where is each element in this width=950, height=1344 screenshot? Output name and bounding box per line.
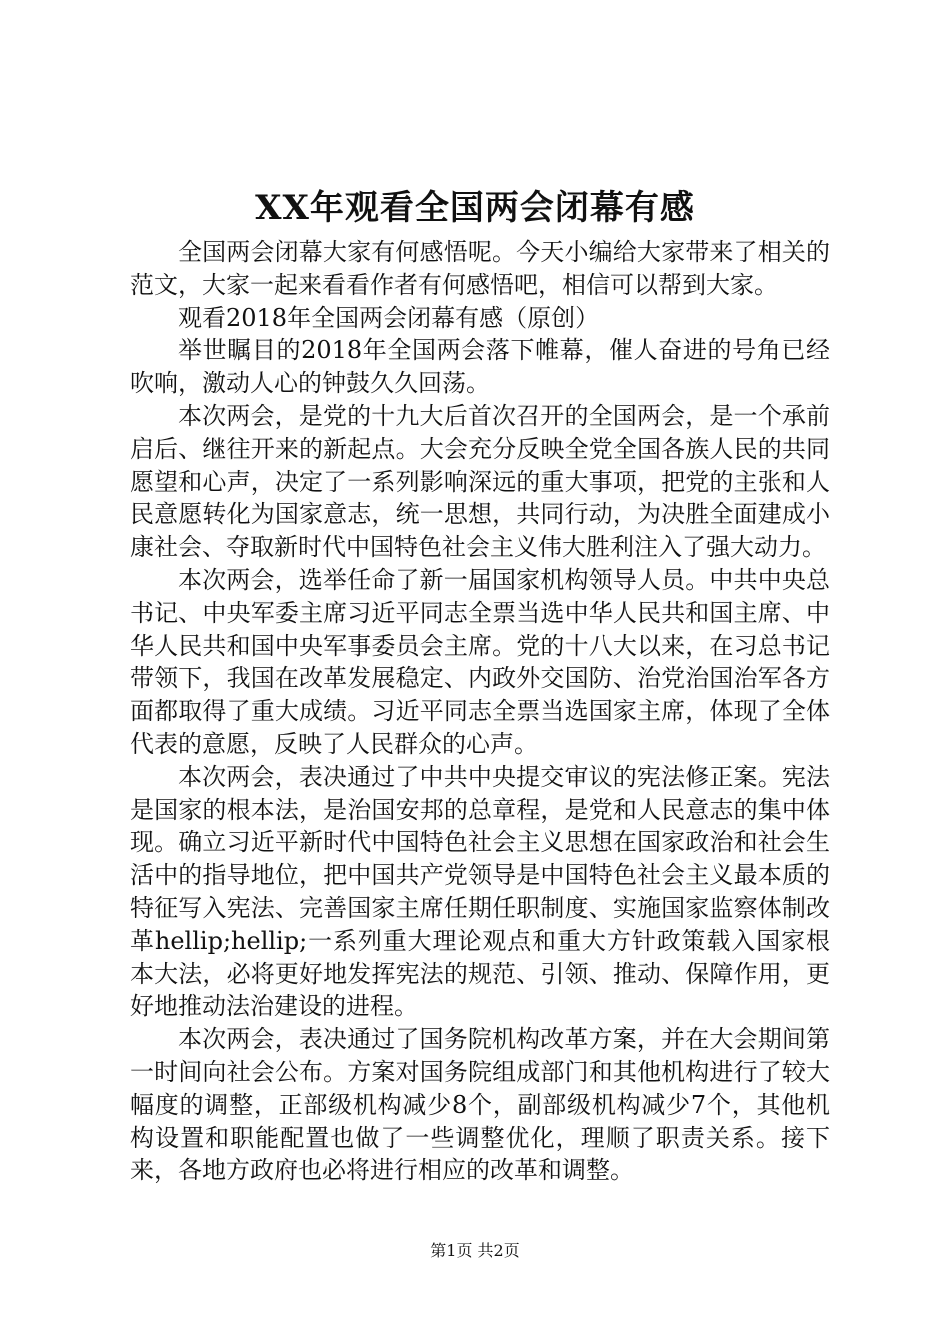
- document-body: [130, 236, 830, 1187]
- paragraph-new-starting-point: 本次两会，是党的十九大后首次召开的全国两会，是一个承前启后、继往开来的新起点。大会充分反映全党全国各族人民的共同愿望和心声，决定了一系列影响深远的重大事项，把党的主张和人民意愿转化为国家意志，统一思想，共同行动，为决胜全面建成小康社会、夺取新时代中国特色社会主义伟大胜利注入了强大动力。: [130, 401, 830, 562]
- paragraph-opening: 举世瞩目的2018年全国两会落下帷幕，催人奋进的号角已经吹响，激动人心的钟鼓久久回荡。: [130, 336, 830, 398]
- paragraph-institutional-reform: 本次两会，表决通过了国务院机构改革方案，并在大会期间第一时间向社会公布。方案对国务院组成部门和其他机构进行了较大幅度的调整，正部级机构减少8个，副部级机构减少7个，其他机构设置和职能配置也做了一些调整优化，理顺了职责关系。接下来，各地方政府也必将进行相应的改革和调整。: [130, 1025, 830, 1185]
- document-title: XX年观看全国两会闭幕有感: [255, 188, 695, 228]
- paragraph-intro: 全国两会闭幕大家有何感悟呢。今天小编给大家带来了相关的范文，大家一起来看看作者有何感悟吧，相信可以帮到大家。: [130, 238, 830, 299]
- page-footer: 第1页 共2页: [430, 1241, 520, 1260]
- paragraph-leadership-election: 本次两会，选举任命了新一届国家机构领导人员。中共中央总书记、中央军委主席习近平同志全票当选中华人民共和国主席、中华人民共和国中央军事委员会主席。党的十八大以来，在习总书记带领下，我国在改革发展稳定、内政外交国防、治党治国治军各方面都取得了重大成绩。习近平同志全票当选国家主席，体现了全体代表的意愿，反映了人民群众的心声。: [130, 565, 830, 758]
- paragraph-constitution-amendment: 本次两会，表决通过了中共中央提交审议的宪法修正案。宪法是国家的根本法，是治国安邦的总章程，是党和人民意志的集中体现。确立习近平新时代中国特色社会主义思想在国家政治和社会生活中的指导地位，把中国共产党领导是中国特色社会主义最本质的特征写入宪法、完善国家主席任期任职制度、实施国家监察体制改革hellip;hellip;一系列重大理论观点和重大方针政策载入国家根本大法，必将更好地发挥宪法的规范、引领、推动、保障作用，更好地推动法治建设的进程。: [130, 762, 830, 1021]
- paragraph-subtitle: 观看2018年全国两会闭幕有感（原创）: [178, 303, 600, 332]
